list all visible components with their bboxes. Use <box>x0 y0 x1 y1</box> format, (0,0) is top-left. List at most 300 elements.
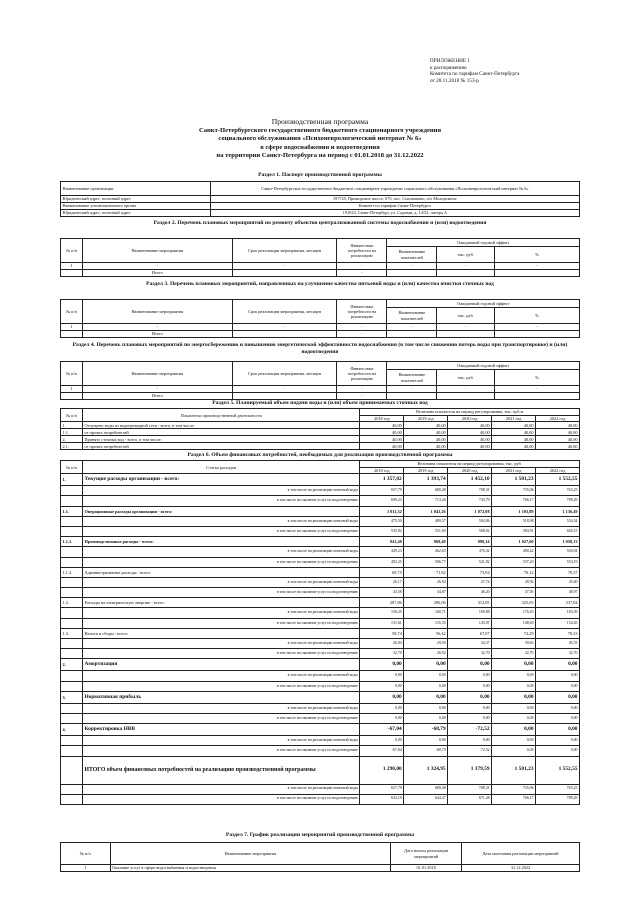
header-group: Величина показателя на период регулирования, тыс. руб. <box>360 461 580 468</box>
header-num: № п/п <box>61 239 83 263</box>
row-value: 0,00 <box>360 713 404 723</box>
cell <box>437 393 495 400</box>
header-rub: тыс. руб. <box>437 370 495 386</box>
appendix-line-3: Комитета по тарифам Санкт-Петербурга <box>430 71 520 78</box>
row-value: 0,00 <box>536 703 580 713</box>
row-value: 1 357,02 <box>360 474 404 486</box>
row-label: в том числе на оказание услуг по водоотведению <box>82 557 359 567</box>
table-row <box>61 331 580 338</box>
row-value: 28,56 <box>492 577 536 587</box>
cell: - <box>495 263 580 270</box>
row-value: 0,00 <box>492 691 536 703</box>
row-label: в том числе на реализацию питьевой воды <box>82 547 359 557</box>
row-number <box>61 588 83 598</box>
table-row <box>61 577 580 587</box>
row-value: 169,88 <box>448 608 492 618</box>
table-row <box>61 526 580 536</box>
row-value: 39,63 <box>492 639 536 649</box>
cell: - <box>387 324 437 331</box>
year-header: 2020 год <box>448 468 492 474</box>
header-pct: % <box>495 370 580 386</box>
row-value: 0,00 <box>536 746 580 756</box>
row-value: 0,00 <box>536 681 580 691</box>
row-value: -67,04 <box>360 746 404 756</box>
header-pct: % <box>495 308 580 324</box>
year-header: 2022 год <box>536 416 580 422</box>
row-value: 551,69 <box>404 526 448 536</box>
row-value: 29,50 <box>404 639 448 649</box>
row-value: 521,82 <box>448 557 492 567</box>
row-number: 4. <box>61 724 83 736</box>
row-value: 0,00 <box>536 713 580 723</box>
total-sub-value: 763,25 <box>536 784 580 794</box>
row-label: Производственные расходы - всего: <box>82 537 359 547</box>
cell: - <box>232 324 337 331</box>
row-value: 40,00 <box>536 422 580 429</box>
total-label: Итого <box>82 331 232 338</box>
row-value: 143,07 <box>448 618 492 628</box>
row-value: 78,37 <box>536 567 580 577</box>
row-value: 287,86 <box>360 598 404 608</box>
row-value: 537,20 <box>492 557 536 567</box>
row-value: 26,92 <box>404 649 448 659</box>
table-row <box>61 537 580 547</box>
cell <box>61 270 83 277</box>
title-line-2: Санкт-Петербургского государственного бюджетного стационарного учреждения <box>198 126 442 134</box>
cell: 1 <box>61 324 83 331</box>
row-value: 0,00 <box>492 713 536 723</box>
row-value: 27,74 <box>448 577 492 587</box>
table-row <box>61 557 580 567</box>
row-value: 0,00 <box>492 746 536 756</box>
row-value: 0,00 <box>404 659 448 671</box>
table-row <box>61 506 580 516</box>
row-label: Амортизация <box>82 659 359 671</box>
table-row <box>61 203 580 210</box>
row-value: 476,32 <box>448 547 492 557</box>
total-value: 1 324,95 <box>404 756 448 784</box>
total-value: 1 379,59 <box>448 756 492 784</box>
row-value: 296,06 <box>404 598 448 608</box>
row-value: 0,00 <box>404 713 448 723</box>
row-value: 766,17 <box>492 496 536 506</box>
row-value: 156,25 <box>360 608 404 618</box>
header-period: Срок реализации мероприятия, месяцев <box>232 239 337 263</box>
table-row <box>61 324 580 331</box>
table-row <box>61 567 580 577</box>
row-value: 40,00 <box>360 436 404 443</box>
table-row <box>61 486 580 496</box>
row-value: 40,00 <box>536 443 580 450</box>
year-header: 2019 год <box>404 416 448 422</box>
cell <box>61 794 83 804</box>
total-sub-value: 657,79 <box>360 784 404 794</box>
row-number <box>61 649 83 659</box>
row-number: 1.3. <box>61 628 83 638</box>
row-value: 34,37 <box>448 639 492 649</box>
header-name: Наименование мероприятия <box>82 362 232 386</box>
row-label: в том числе на оказание услуг по водоотведению <box>82 618 359 628</box>
row-value: 998,14 <box>448 537 492 547</box>
row-value: 40,00 <box>492 429 536 436</box>
row-number: 2.1. <box>61 443 83 450</box>
section1-title: Раздел 1. Паспорт производственной программы <box>258 172 382 178</box>
table-row <box>61 270 580 277</box>
row-value: 0,00 <box>492 681 536 691</box>
row-value: 131,61 <box>360 618 404 628</box>
cell: 31.12.2022 <box>462 865 580 872</box>
section3-title: Раздел 3. Перечень плановых мероприятий, направленных на улучшение качества питьевой воды и (или) качества очистки сточных вод <box>146 281 494 287</box>
row-value: -67,04 <box>360 724 404 736</box>
row-number: 2. <box>61 436 83 443</box>
header-num: № п/п <box>61 843 111 865</box>
row-number: 1. <box>61 422 83 429</box>
row-value: 504,06 <box>448 516 492 526</box>
row-value: 148,60 <box>492 618 536 628</box>
table-row <box>61 588 580 598</box>
row-label: в том числе на реализацию питьевой воды <box>82 577 359 587</box>
header-name: Наименование мероприятия <box>82 239 232 263</box>
row-value: 45,53 <box>536 639 580 649</box>
row-value: 40,00 <box>360 443 404 450</box>
total-sub-value: 789,29 <box>536 794 580 804</box>
row-label: Нормативная прибыль <box>82 691 359 703</box>
row-number: 1.2. <box>61 598 83 608</box>
row-value: 602,15 <box>536 526 580 536</box>
row-value: 969,40 <box>404 537 448 547</box>
cell <box>232 393 337 400</box>
table-row <box>61 196 580 203</box>
passport-label: Наименование уполномоченного органа <box>61 203 211 210</box>
total-sub-label: в том числе на реализацию питьевой воды <box>82 784 359 794</box>
row-value: 0,00 <box>360 681 404 691</box>
passport-label: Наименование организации <box>61 182 211 196</box>
table-row <box>61 443 580 450</box>
year-header: 2018 год <box>360 416 404 422</box>
total-sub-value: 644,47 <box>404 794 448 804</box>
cell: - <box>232 386 337 393</box>
row-value: 32,70 <box>448 649 492 659</box>
row-value: 553,19 <box>536 557 580 567</box>
passport-label: Юридический адрес, почтовый адрес <box>61 210 211 217</box>
row-number: 1. <box>61 474 83 486</box>
title-line-4: в сфере водоснабжения и водоотведения <box>260 143 380 151</box>
row-label: в том числе на реализацию питьевой воды <box>82 516 359 526</box>
section3-table <box>60 299 580 338</box>
row-value: 67,07 <box>448 628 492 638</box>
row-value: 743,79 <box>448 496 492 506</box>
title-line-5: на территории Санкт-Петербурга на период с 01.01.2018 до 31.12.2022 <box>216 152 424 160</box>
row-value: 763,25 <box>536 486 580 496</box>
row-value: 0,00 <box>448 703 492 713</box>
cell: - <box>82 324 232 331</box>
row-value: -68,79 <box>404 724 448 736</box>
row-number <box>61 639 83 649</box>
year-header: 2022 год <box>536 468 580 474</box>
total-value: 1 290,00 <box>360 756 404 784</box>
header-num: № п/п <box>61 362 83 386</box>
row-label: в том числе на оказание услуг по водоотведению <box>82 746 359 756</box>
row-value: 518,98 <box>492 516 536 526</box>
row-label: Текущие расходы организации - всего: <box>82 474 359 486</box>
row-number <box>61 608 83 618</box>
row-value: 56,42 <box>404 628 448 638</box>
row-value: 40,00 <box>536 436 580 443</box>
cell <box>495 331 580 338</box>
row-label: в том числе на реализацию питьевой воды <box>82 608 359 618</box>
appendix-line-1: ПРИЛОЖЕНИЕ 1 <box>430 58 470 64</box>
passport-value: Санкт-Петербургское государственное бюджетное стационарное учреждение социального обслуживания «Психоневрологический интернат № 6» <box>210 182 579 196</box>
row-number <box>61 486 83 496</box>
row-value: 0,00 <box>404 703 448 713</box>
row-value: 0,00 <box>404 681 448 691</box>
row-label: в том числе на реализацию питьевой воды <box>82 736 359 746</box>
cell: - <box>82 263 232 270</box>
total-value: 1 501,23 <box>492 756 536 784</box>
total-label: Итого <box>82 270 232 277</box>
section4-title: Раздел 4. Перечень плановых мероприятий по энергосбережению и повышению энергетической эффективности водоснабжения (в том числе снижению потерь воды при транспортировке) и (или) водоотведения <box>72 342 568 355</box>
appendix-header <box>430 58 630 84</box>
row-value: 40,00 <box>448 429 492 436</box>
row-value: 40,00 <box>404 443 448 450</box>
row-number: 1.1. <box>61 506 83 516</box>
year-header: 2019 год <box>404 468 448 474</box>
row-value: 0,00 <box>360 691 404 703</box>
row-label: Административные расходы - всего: <box>82 567 359 577</box>
cell <box>495 270 580 277</box>
row-value: 584,91 <box>492 526 536 536</box>
row-number <box>61 547 83 557</box>
appendix-line-2: к распоряжению <box>430 64 467 71</box>
row-value: 0,00 <box>360 736 404 746</box>
row-value: 32,70 <box>492 649 536 659</box>
total-value: - <box>337 270 387 277</box>
row-value: 699,23 <box>360 496 404 506</box>
row-value: 58,74 <box>360 628 404 638</box>
passport-value: 191023, Санкт-Петербург, ул. Садовая, д. 14/52, литера А <box>210 210 579 217</box>
total-sub-label: в том числе на оказание услуг по водоотведению <box>82 794 359 804</box>
header-start: Дата начала реализации мероприятий <box>391 843 462 865</box>
row-value: 69,75 <box>360 567 404 577</box>
row-label: от прочих потребителей <box>82 443 359 450</box>
table-row <box>61 436 580 443</box>
row-label: в том числе на оказание услуг по водоотведению <box>82 526 359 536</box>
row-value: 40,00 <box>492 436 536 443</box>
cell: - <box>82 386 232 393</box>
row-value: 0,00 <box>536 659 580 671</box>
row-number <box>61 496 83 506</box>
row-value: 40,00 <box>492 443 536 450</box>
row-value: 26,94 <box>404 577 448 587</box>
row-value: 492,25 <box>360 557 404 567</box>
row-value: 1 136,49 <box>536 506 580 516</box>
table-row <box>61 628 580 638</box>
total-sub-value: 708,31 <box>448 784 492 794</box>
table-row <box>61 736 580 746</box>
row-number <box>61 516 83 526</box>
row-number: 1.1. <box>61 429 83 436</box>
row-label: в том числе на оказание услуг по водоотведению <box>82 713 359 723</box>
row-value: 26,17 <box>360 577 404 587</box>
row-value: 1 103,89 <box>492 506 536 516</box>
row-value: 48,97 <box>536 588 580 598</box>
header-group: Величина показателя на период регулирования, тыс. куб.м <box>360 409 580 416</box>
cell <box>61 393 83 400</box>
total-row <box>61 756 580 784</box>
row-value: 43,58 <box>360 588 404 598</box>
header-rub: тыс. руб. <box>437 308 495 324</box>
row-label: Принято сточных вод - всего, в том числе: <box>82 436 359 443</box>
row-value: 325,05 <box>492 598 536 608</box>
header-period: Срок реализации мероприятия, месяцев <box>232 300 337 324</box>
cell: - <box>337 386 387 393</box>
cell: - <box>337 324 387 331</box>
row-label: в том числе на реализацию питьевой воды <box>82 639 359 649</box>
row-label: Отпущено воды из водопроводной сети - всего, в том числе: <box>82 422 359 429</box>
row-label: Налоги и сборы - всего: <box>82 628 359 638</box>
year-header: 2021 год <box>492 468 536 474</box>
table-row <box>61 713 580 723</box>
row-value: 462,63 <box>404 547 448 557</box>
row-value: 40,00 <box>404 436 448 443</box>
row-value: 0,00 <box>448 736 492 746</box>
row-value: 40,00 <box>536 429 580 436</box>
row-value: 135,35 <box>404 618 448 628</box>
row-value: 506,77 <box>404 557 448 567</box>
row-number: 1.1.1. <box>61 537 83 547</box>
table-row <box>61 182 580 196</box>
cell: 1 <box>61 865 111 872</box>
total-value: 1 552,55 <box>536 756 580 784</box>
passport-label: Юридический адрес, почтовый адрес <box>61 196 211 203</box>
row-value: 1 072,08 <box>448 506 492 516</box>
row-value: 40,00 <box>448 436 492 443</box>
cell: - <box>437 386 495 393</box>
cell: - <box>495 324 580 331</box>
table-row <box>61 649 580 659</box>
cell: - <box>387 263 437 270</box>
row-value: 535,82 <box>360 526 404 536</box>
row-value: 0,00 <box>492 724 536 736</box>
section7-title: Раздел 7. График реализации мероприятий производственной программы <box>225 832 415 838</box>
row-label: в том числе на оказание услуг по водоотведению <box>82 649 359 659</box>
row-label: в том числе на реализацию питьевой воды <box>82 486 359 496</box>
section6-title: Раздел 6. Объем финансовых потребностей, необходимых для реализации производственной программы <box>187 452 453 458</box>
table-row <box>61 300 580 308</box>
cell: - <box>387 386 437 393</box>
table-row <box>61 547 580 557</box>
cell <box>232 270 337 277</box>
row-value: 44,87 <box>404 588 448 598</box>
header-indicator: Наименование показателей <box>387 247 437 263</box>
cell: 01.01.2018 <box>391 865 462 872</box>
cell: - <box>437 263 495 270</box>
cell <box>61 784 83 794</box>
table-row <box>61 608 580 618</box>
row-value: 0,00 <box>492 659 536 671</box>
row-value: 1 393,74 <box>404 474 448 486</box>
appendix-line-4: от 28.11.2018 № 153-р <box>430 77 479 84</box>
row-value: 0,00 <box>404 736 448 746</box>
row-label: Операционные расходы организации - всего: <box>82 506 359 516</box>
table-row <box>61 639 580 649</box>
row-value: 0,00 <box>492 736 536 746</box>
row-label: Корректировка НВВ <box>82 724 359 736</box>
section5-table <box>60 408 580 450</box>
row-value: 47,56 <box>492 588 536 598</box>
row-value: 1 058,13 <box>536 537 580 547</box>
row-value: 40,00 <box>448 443 492 450</box>
cell: - <box>232 263 337 270</box>
row-number <box>61 736 83 746</box>
cell: - <box>437 324 495 331</box>
table-row <box>61 386 580 393</box>
cell <box>61 756 83 784</box>
cell: 1 <box>61 386 83 393</box>
row-value: 183,39 <box>536 608 580 618</box>
header-effect: Ожидаемый годовой эффект <box>387 362 580 370</box>
section2-title: Раздел 2. Перечень плановых мероприятий по ремонту объектов централизованной системы водоснабжения и (или) водоотведения <box>153 220 487 226</box>
row-value: 489,57 <box>404 516 448 526</box>
row-value: -72,52 <box>448 724 492 736</box>
header-num: № п/п <box>61 461 83 474</box>
row-value: 475,50 <box>360 516 404 526</box>
row-value: 0,00 <box>536 671 580 681</box>
row-value: 0,00 <box>448 671 492 681</box>
row-value: 0,00 <box>448 691 492 703</box>
row-value: 568,02 <box>448 526 492 536</box>
row-number <box>61 703 83 713</box>
row-value: 735,06 <box>492 486 536 496</box>
row-label: Расходы на электрическую энергию - всего: <box>82 598 359 608</box>
row-value: 1 027,60 <box>492 537 536 547</box>
total-sub-value: 766,17 <box>492 794 536 804</box>
passport-value: Комитет по тарифам Санкт-Петербурга <box>210 203 579 210</box>
table-row <box>61 461 580 468</box>
row-value: 337,84 <box>536 598 580 608</box>
section5-title: Раздел 5. Планируемый объем подачи воды и (или) объем принимаемых сточных вод <box>212 400 428 406</box>
header-num: № п/п <box>61 409 83 422</box>
row-value: 0,00 <box>536 691 580 703</box>
row-value: 449,23 <box>360 547 404 557</box>
header-name: Наименование мероприятия <box>110 843 391 865</box>
cell <box>232 331 337 338</box>
row-value: 0,00 <box>536 736 580 746</box>
header-finance: Финансовые потребности на реализацию <box>337 362 387 386</box>
header-name: Наименование мероприятия <box>82 300 232 324</box>
section6-table <box>60 460 580 805</box>
row-value: 1 501,23 <box>492 474 536 486</box>
passport-value: 197725, Приморское шоссе, 675, пос. Смолячково, п/о Молодежное <box>210 196 579 203</box>
table-row <box>61 516 580 526</box>
row-label: в том числе на оказание услуг по водоотведению <box>82 681 359 691</box>
total-value: - <box>337 331 387 338</box>
row-value: -68,79 <box>404 746 448 756</box>
row-value: 0,00 <box>360 703 404 713</box>
row-value: 1 041,26 <box>404 506 448 516</box>
row-value: 0,00 <box>404 671 448 681</box>
row-value: 72,29 <box>492 628 536 638</box>
cell: Оказание услуг в сфере водоснабжения и водоотведения <box>110 865 391 872</box>
row-value: 534,34 <box>536 516 580 526</box>
total-label: ИТОГО объем финансовых потребностей на реализацию производственной программы <box>82 756 359 784</box>
row-value: 941,48 <box>360 537 404 547</box>
table-row <box>61 210 580 217</box>
total-sub-value: 671,28 <box>448 794 492 804</box>
header-indicator: Наименование показателей <box>387 308 437 324</box>
header-indicator: Наименование показателей <box>387 370 437 386</box>
header-end: Дата окончания реализации мероприятий <box>462 843 580 865</box>
